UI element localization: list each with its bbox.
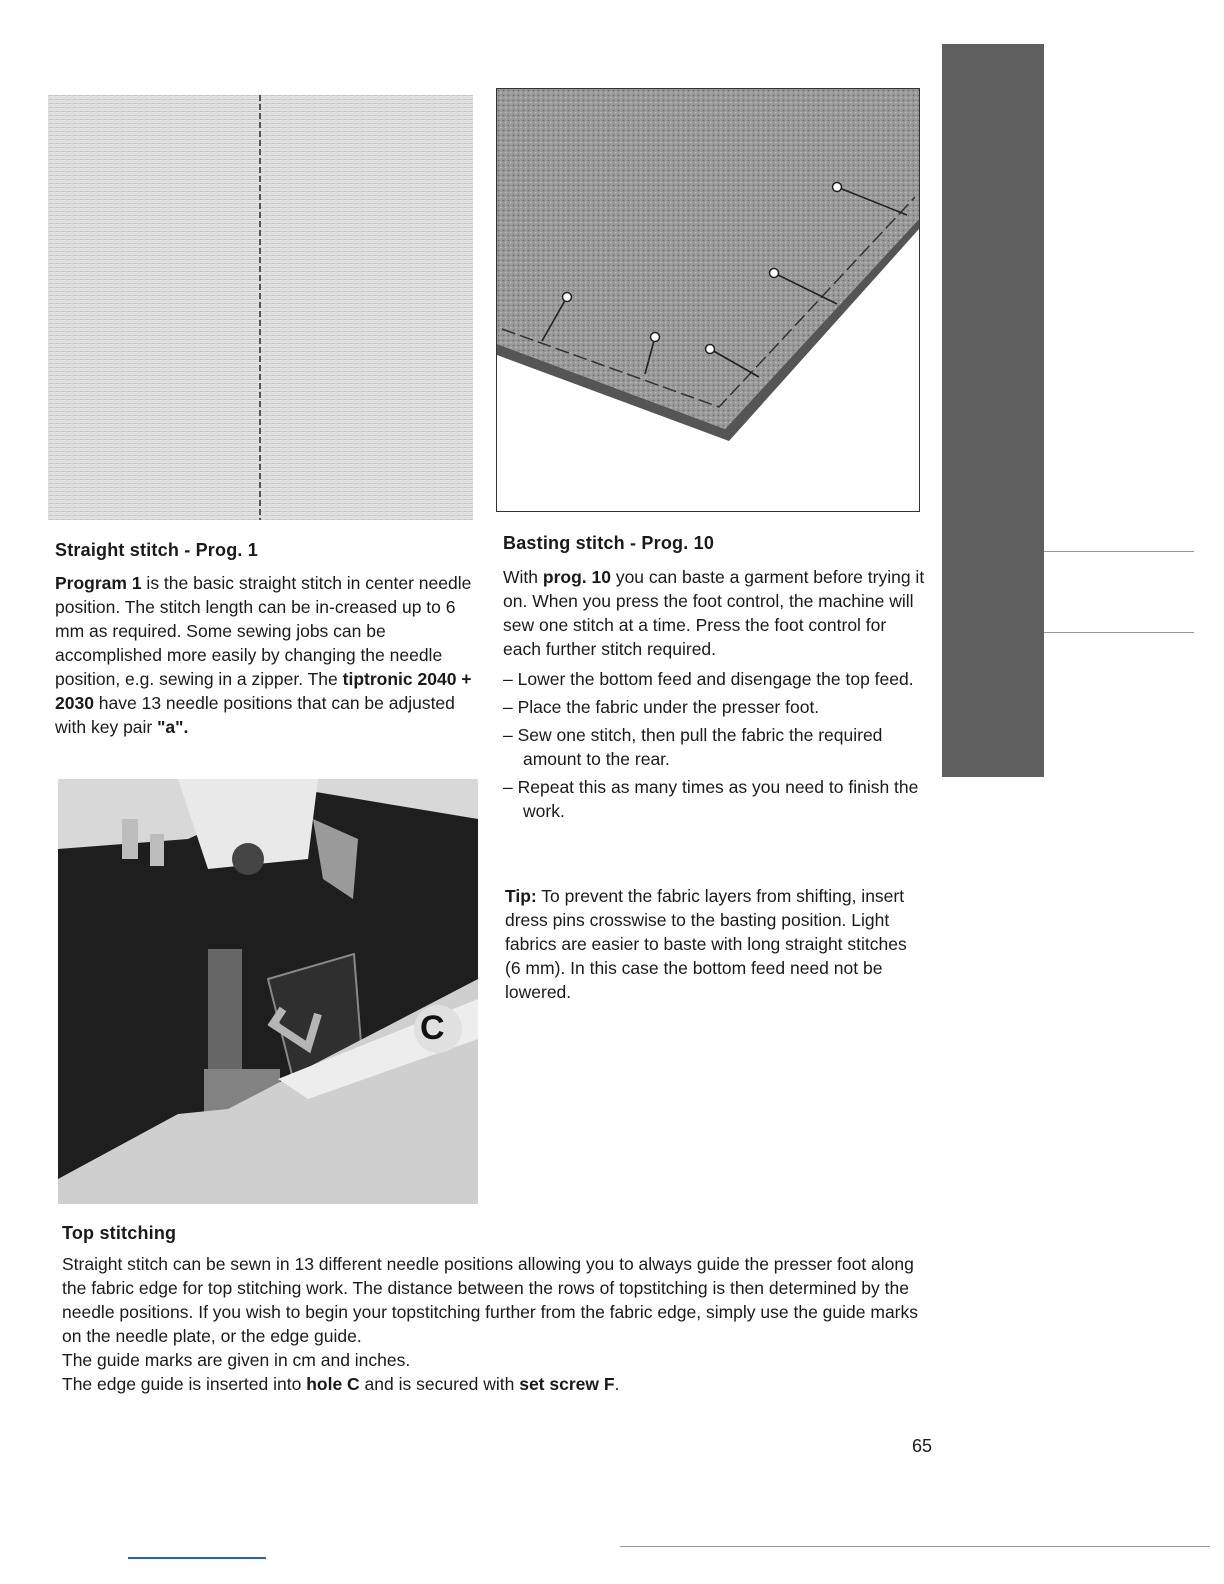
basting-stitch-body <box>503 565 928 827</box>
list-item: – Repeat this as many times as you need to finish the work. <box>503 775 928 823</box>
section-thumb-tab <box>942 44 1044 777</box>
tab-divider-line <box>1044 632 1194 633</box>
hole-c-label: C <box>420 1009 445 1047</box>
basting-intro: With prog. 10 you can baste a garment before trying it on. When you press the foot control, the machine will sew one stitch at a time. Press the foot control for each further stitch required. <box>503 567 925 659</box>
footer-rule <box>620 1546 1210 1547</box>
top-stitching-description: Straight stitch can be sewn in 13 different needle positions allowing you to always guide the presser foot along the fabric edge for top stitching work. The distance between the rows of topstitching is then determined by the needle positions. If you wish to begin your topstitching further from the fabric edge, simply use the guide marks on the needle plate, or the edge guide. The guide marks are given in cm and inches. The edge guide is inserted into hole C and is secured with set screw F. <box>62 1254 919 1394</box>
top-stitching-heading: Top stitching <box>62 1223 177 1243</box>
straight-stitch-sample-image <box>48 95 473 520</box>
basting-tip: Tip: To prevent the fabric layers from shifting, insert dress pins crosswise to the basting position. Light fabrics are easier to baste with long straight stitches (6 mm). In this case the bottom feed need not be lowered. <box>505 886 907 1002</box>
tab-divider-line <box>1044 551 1194 552</box>
straight-stitch-description: Program 1 is the basic straight stitch in center needle position. The stitch length can be in-creased up to 6 mm as required. Some sewing jobs can be accomplished more easily by changing the needle position, e.g. sewing in a zipper. The tiptronic 2040 + 2030 have 13 needle positions that can be adjusted with key pair "a". <box>55 573 472 737</box>
straight-stitch-heading: Straight stitch - Prog. 1 <box>55 540 259 560</box>
list-item: – Sew one stitch, then pull the fabric the required amount to the rear. <box>503 723 928 771</box>
page-number: 65 <box>912 1436 933 1456</box>
basting-steps-list <box>503 667 928 823</box>
basting-stitch-illustration <box>496 88 920 512</box>
edge-guide-photo <box>58 779 478 1204</box>
footer-rule <box>128 1557 266 1559</box>
list-item: – Lower the bottom feed and disengage the top feed. <box>503 667 928 691</box>
basting-stitch-heading: Basting stitch - Prog. 10 <box>503 533 715 553</box>
list-item: – Place the fabric under the presser foot. <box>503 695 928 719</box>
